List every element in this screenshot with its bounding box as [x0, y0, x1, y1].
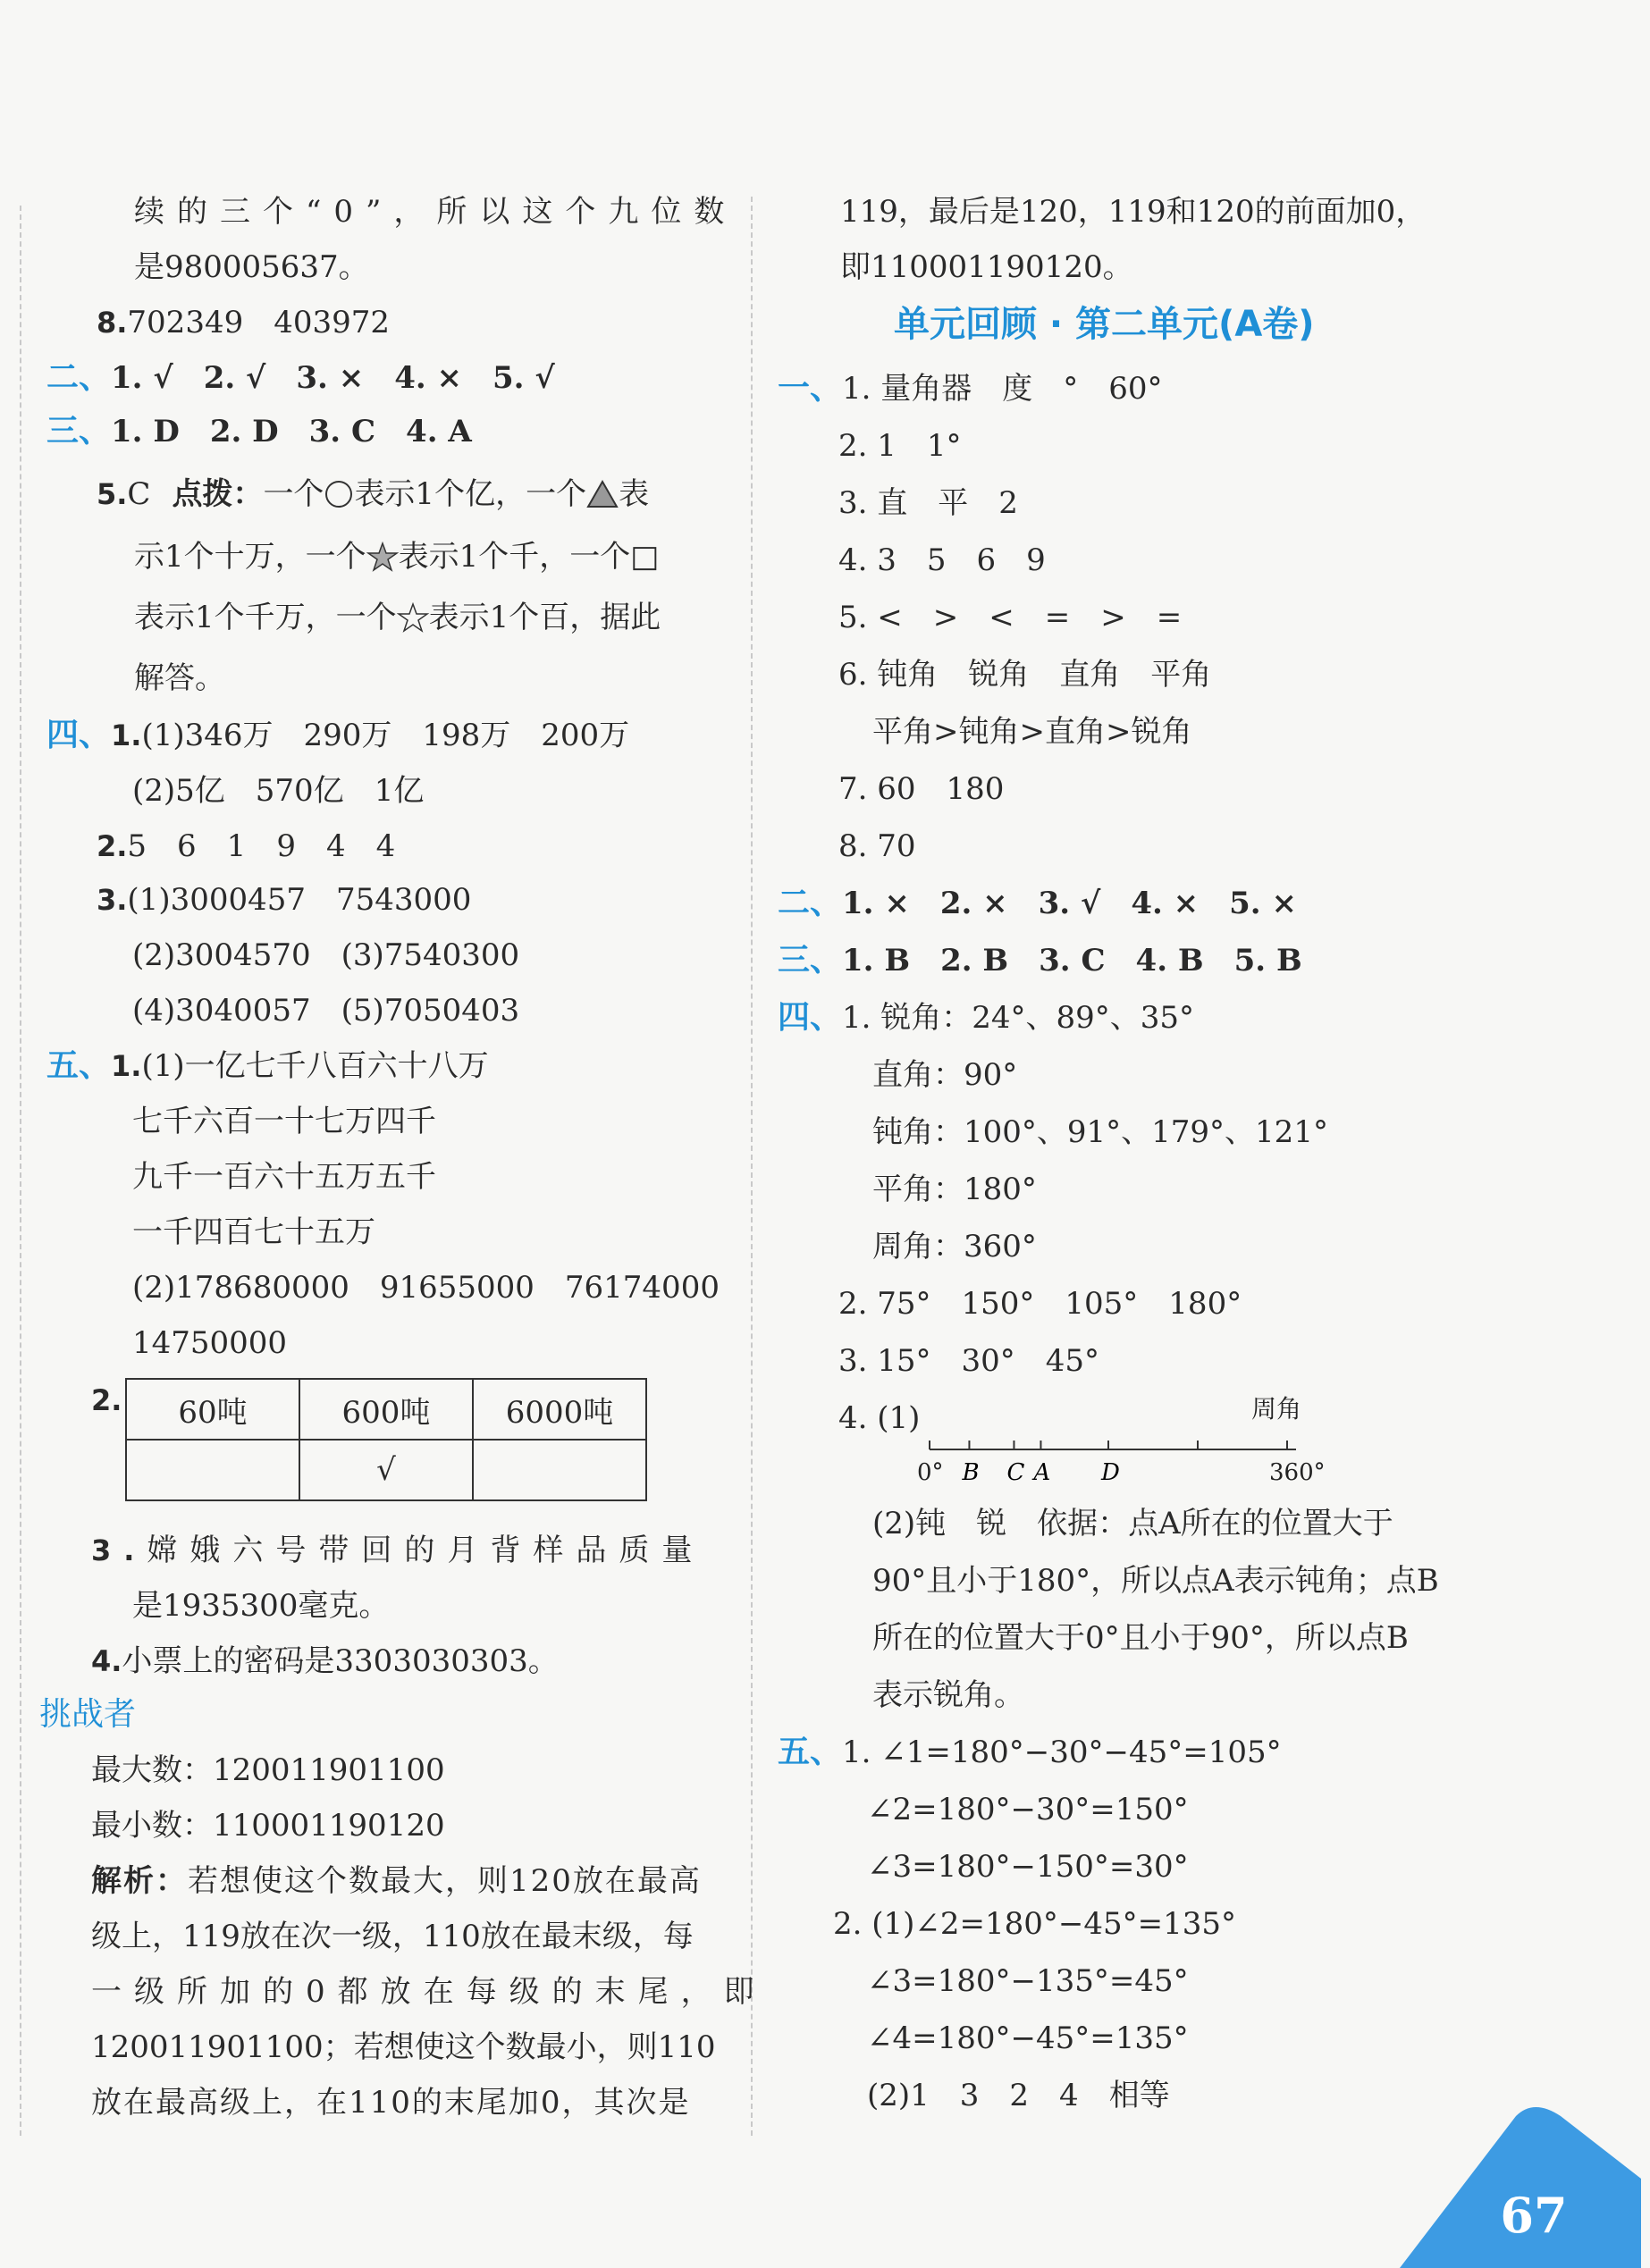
answer-text: 嫦娥六号带回的月背样品质量 [147, 1533, 705, 1568]
answer-letter: C [127, 476, 151, 512]
text-line: 2. 75° 150° 105° 180° [838, 1286, 1242, 1322]
section-label: 四、 [46, 717, 112, 753]
hint-text: 表示1个千万，一个 [134, 600, 397, 635]
question-3 [97, 878, 471, 922]
section-label: 二、 [778, 885, 843, 921]
answer-text: (1)3000457 7543000 [127, 882, 472, 918]
text-line: 6. 钝角 锐角 直角 平角 [838, 657, 1212, 693]
table-cell [473, 1440, 646, 1500]
number-line-point-label: C [1006, 1459, 1025, 1486]
hint-label: 点拨： [172, 476, 264, 512]
question-number: 3. [91, 1533, 147, 1567]
column-divider [751, 197, 753, 2136]
table-cell: √ [299, 1440, 473, 1500]
text-line: ∠4=180°−45°=135° [867, 2020, 1189, 2056]
section-3 [46, 409, 472, 454]
number-line-point-label: B [962, 1459, 980, 1486]
table-row [126, 1440, 646, 1500]
left-margin-line [20, 206, 21, 2136]
section-5 [46, 1044, 489, 1088]
text-line: 九千一百六十五万五千 [132, 1159, 436, 1195]
angle-number-line [912, 1390, 1376, 1489]
text-line: 3. 直 平 2 [838, 485, 1018, 521]
hint-text: 表示1个百，据此 [428, 600, 661, 635]
section-2 [46, 356, 555, 400]
text-line: 是1935300毫克。 [132, 1588, 390, 1624]
text-line: 级上，119放在次一级，110放在最末级，每 [91, 1919, 694, 1954]
text-line: 2. (1)∠2=180°−45°=135° [833, 1906, 1237, 1942]
text-line: 最小数：110001190120 [91, 1808, 445, 1844]
text-line: 一级所加的0都放在每级的末尾，即 [91, 1974, 767, 2010]
text-line: 2. 1 1° [838, 428, 962, 464]
table-header: 600吨 [299, 1379, 473, 1440]
hint-text: 表示1个亿，一个 [354, 476, 587, 512]
hint-text: 表示1个千，一个□ [398, 539, 660, 575]
question-8 [97, 300, 390, 345]
section-2 [778, 881, 1297, 926]
answer-text: 702349 403972 [127, 305, 391, 340]
text-line: (2)178680000 91655000 76174000 [132, 1270, 720, 1306]
page-number-tab [1382, 2089, 1650, 2268]
text-line: (2)5亿 570亿 1亿 [132, 773, 425, 809]
question-number [91, 1378, 122, 1423]
circle-icon [324, 479, 354, 509]
text-line: 表示锐角。 [872, 1677, 1024, 1713]
section-4 [778, 995, 1194, 1040]
question-number: 2. [97, 829, 128, 863]
text-line: 4. (1) [838, 1400, 921, 1436]
question-number: 1. [111, 718, 142, 752]
number-line-end-label: 360° [1269, 1459, 1326, 1486]
analysis-line [91, 1859, 702, 1903]
question-number: 4. [91, 1644, 122, 1678]
answer-text: 5 6 1 9 4 4 [127, 828, 396, 864]
analysis-text: 若想使这个数最大，则120放在最高 [188, 1863, 702, 1899]
question-2 [97, 824, 395, 869]
section-label: 五、 [46, 1047, 112, 1084]
answer-text: 1. √ 2. √ 3. × 4. × 5. √ [111, 360, 555, 396]
outline-star-icon [397, 602, 429, 633]
text-line: 七千六百一十七万四千 [132, 1104, 436, 1139]
answer-text: 1. 锐角：24°、89°、35° [842, 1000, 1195, 1036]
table-header: 6000吨 [473, 1379, 646, 1440]
number-line-start-label: 0° [917, 1459, 944, 1486]
text-line: 90°且小于180°，所以点A表示钝角；点B [872, 1563, 1439, 1599]
text-line: ∠2=180°−30°=150° [867, 1792, 1189, 1827]
text-line: 5. < > < = > = [838, 600, 1183, 635]
text-line: 7. 60 180 [838, 771, 1005, 807]
text-line: (4)3040057 (5)7050403 [132, 993, 520, 1029]
text-line: 8. 70 [838, 828, 916, 864]
question-3 [91, 1528, 704, 1573]
answer-text: 小票上的密码是3303030303。 [122, 1643, 559, 1679]
question-4 [91, 1639, 559, 1684]
text-line: 所在的位置大于0°且小于90°，所以点B [872, 1620, 1409, 1656]
text-line: 3. 15° 30° 45° [838, 1343, 1100, 1379]
text-line: 119，最后是120，119和120的前面加0， [840, 194, 1427, 230]
hint-line [134, 534, 659, 579]
section-label: 二、 [46, 359, 112, 396]
answer-text: 1. D 2. D 3. C 4. A [111, 414, 472, 449]
section-label: 三、 [46, 413, 112, 449]
answer-text: (1)一亿七千八百六十八万 [141, 1048, 489, 1084]
text-line: 平角：180° [872, 1172, 1037, 1207]
weight-table [125, 1378, 647, 1501]
unit-title: 单元回顾 · 第二单元(A卷) [894, 304, 1315, 345]
question-number: 8. [97, 306, 128, 340]
text-line: 最大数：120011901100 [91, 1752, 445, 1788]
hint-line [134, 595, 661, 640]
text-line: 直角：90° [872, 1057, 1018, 1093]
table-cell [126, 1440, 299, 1500]
text-line: 14750000 [132, 1325, 288, 1361]
section-3 [778, 938, 1302, 983]
text-line: (2)3004570 (3)7540300 [132, 937, 520, 973]
answer-text: 1. 量角器 度 ° 60° [842, 371, 1163, 407]
number-line-top-label: 周角 [1251, 1394, 1302, 1424]
text-line: 解答。 [134, 660, 225, 696]
section-5 [778, 1730, 1282, 1775]
section-label: 一、 [778, 370, 843, 407]
section-label: 三、 [778, 942, 843, 979]
text-line: 一千四百七十五万 [132, 1214, 375, 1250]
question-5 [97, 472, 649, 517]
triangle-icon [586, 479, 619, 509]
text-line: 120011901100；若想使这个数最小，则110 [91, 2029, 716, 2065]
page-number: 67 [1500, 2187, 1568, 2244]
number-line-point-label: D [1101, 1459, 1120, 1486]
filled-star-icon [366, 542, 399, 572]
text-line: 周角：360° [872, 1229, 1037, 1264]
answer-text: 1. B 2. B 3. C 4. B 5. B [842, 943, 1302, 979]
section-label: 四、 [778, 999, 843, 1036]
question-number: 1. [111, 1049, 142, 1083]
hint-text: 示1个十万，一个 [134, 539, 366, 575]
text-line: ∠3=180°−135°=45° [867, 1963, 1189, 1999]
section-4 [46, 713, 629, 758]
text-line: 放在最高级上，在110的末尾加0，其次是 [91, 2085, 691, 2121]
number-line-point-label: A [1033, 1459, 1051, 1486]
section-1 [778, 366, 1163, 411]
hint-text: 表 [619, 476, 650, 512]
text-line: 是980005637。 [134, 249, 369, 285]
text-line: (2)钝 锐 依据：点A所在的位置大于 [872, 1506, 1393, 1541]
text-line: 钝角：100°、91°、179°、121° [872, 1114, 1328, 1150]
answer-text: (1)346万 290万 198万 200万 [141, 718, 630, 753]
text-line: 即110001190120。 [840, 249, 1133, 285]
text-line: 续的三个“0”，所以这个九位数 [134, 194, 737, 230]
text-line: 4. 3 5 6 9 [838, 542, 1046, 578]
question-number: 3. [97, 883, 128, 917]
text-line: ∠3=180°−150°=30° [867, 1849, 1189, 1885]
hint-text: 一个 [263, 476, 324, 512]
text-line: 平角>钝角>直角>锐角 [872, 714, 1192, 750]
text-line: (2)1 3 2 4 相等 [867, 2078, 1170, 2113]
answer-text: 1. × 2. × 3. √ 4. × 5. × [842, 886, 1297, 921]
question-number: 5. [97, 477, 128, 511]
table-header: 60吨 [126, 1379, 299, 1440]
analysis-label: 解析： [91, 1863, 188, 1899]
answer-text: 1. ∠1=180°−30°−45°=105° [842, 1735, 1282, 1770]
challenge-title: 挑战者 [39, 1696, 137, 1733]
question-number: 2. [91, 1383, 122, 1417]
table-row [126, 1379, 646, 1440]
section-label: 五、 [778, 1734, 843, 1770]
